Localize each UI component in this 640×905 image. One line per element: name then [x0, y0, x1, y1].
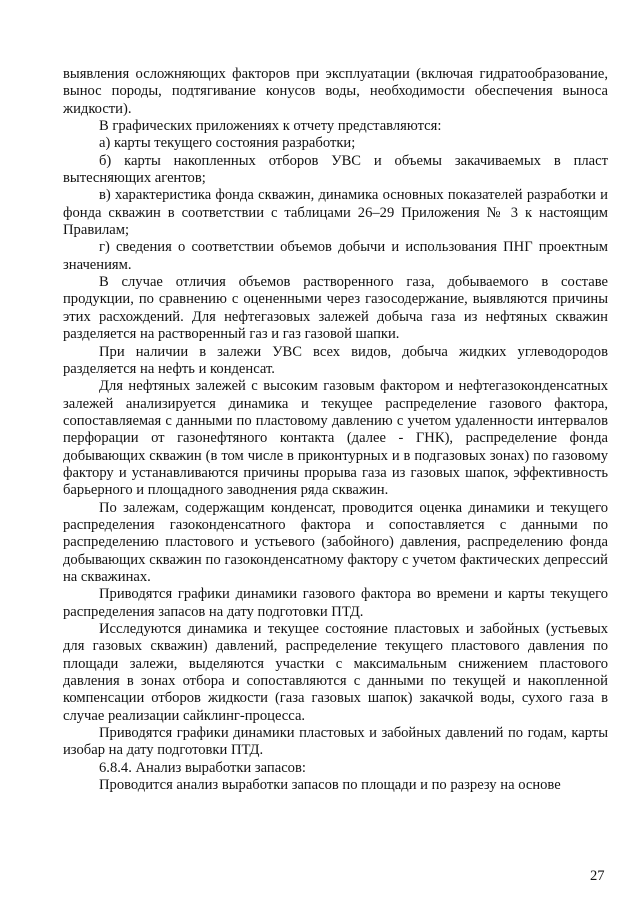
paragraph: Проводится анализ выработки запасов по площади и по разрезу на основе [99, 777, 561, 794]
paragraph: Для нефтяных залежей с высоким газовым фактором и нефтегазоконденсатных залежей анализируется динамика и текущее распределение газового фактора, сопоставляемая с данными по пластовому давлению с учетом удаленности интервалов перфорации от газонефтяного контакта (далее - ГНК), распределение фонда добывающих скважин (в том числе в приконтурных и в подгазовых зонах) по газовому фактору и устанавливаются причины прорыва газа из газовых шапок, эффективность барьерного и площадного заводнения ряда скважин. [63, 378, 608, 499]
section-heading: 6.8.4. Анализ выработки запасов: [99, 759, 306, 776]
paragraph: Исследуются динамика и текущее состояние пластовых и забойных (устьевых для газовых скважин) давлений, распределение текущего пластового давления по площади залежи, выделяются участки с максимальным снижением пластового давления в зонах отбора и сопоставляются с данными по текущей и накопленной компенсации отборов жидкости (газа газовых шапок) закачкой воды, сухого газа в случае реализации сайклинг-процесса. [63, 621, 608, 724]
paragraph: Приводятся графики динамики газового фактора во времени и карты текущего распределения запасов на дату подготовки ПТД. [63, 586, 608, 620]
paragraph: б) карты накопленных отборов УВС и объемы закачиваемых в пласт вытесняющих агентов; [63, 152, 608, 187]
paragraph: в) характеристика фонда скважин, динамика основных показателей разработки и фонда скважин в соответствии с таблицами 26–29 Приложения № 3 к настоящим Правилам; [63, 187, 608, 239]
paragraph: При наличии в залежи УВС всех видов, добыча жидких углеводородов разделяется на нефть и конденсат. [63, 343, 608, 377]
paragraph: г) сведения о соответствии объемов добычи и использования ПНГ проектным значениям. [63, 239, 608, 273]
paragraph: а) карты текущего состояния разработки; [99, 135, 356, 152]
page-number: 27 [590, 868, 605, 884]
paragraph: Приводятся графики динамики пластовых и забойных давлений по годам, карты изобар на дату подготовки ПТД. [63, 725, 608, 759]
paragraph: В графических приложениях к отчету представляются: [99, 118, 442, 135]
document-body [63, 66, 608, 794]
paragraph: В случае отличия объемов растворенного газа, добываемого в составе продукции, по сравнению с оцененными через газосодержание, выявляются причины этих расхождений. Для нефтегазовых залежей добыча газа из нефтяных скважин разделяется на растворенный газ и газ газовой шапки. [63, 274, 608, 343]
paragraph: По залежам, содержащим конденсат, проводится оценка динамики и текущего распределения газоконденсатного фактора и сопоставляется с данными по распределению пластового и устьевого (забойного) давления, распределению фонда добывающих скважин по газоконденсатному фактору с учетом фактических депрессий на скважинах. [63, 499, 608, 585]
paragraph: выявления осложняющих факторов при эксплуатации (включая гидратообразование, вынос породы, подтягивание конусов воды, необходимости обеспечения выноса жидкости). [63, 66, 608, 117]
